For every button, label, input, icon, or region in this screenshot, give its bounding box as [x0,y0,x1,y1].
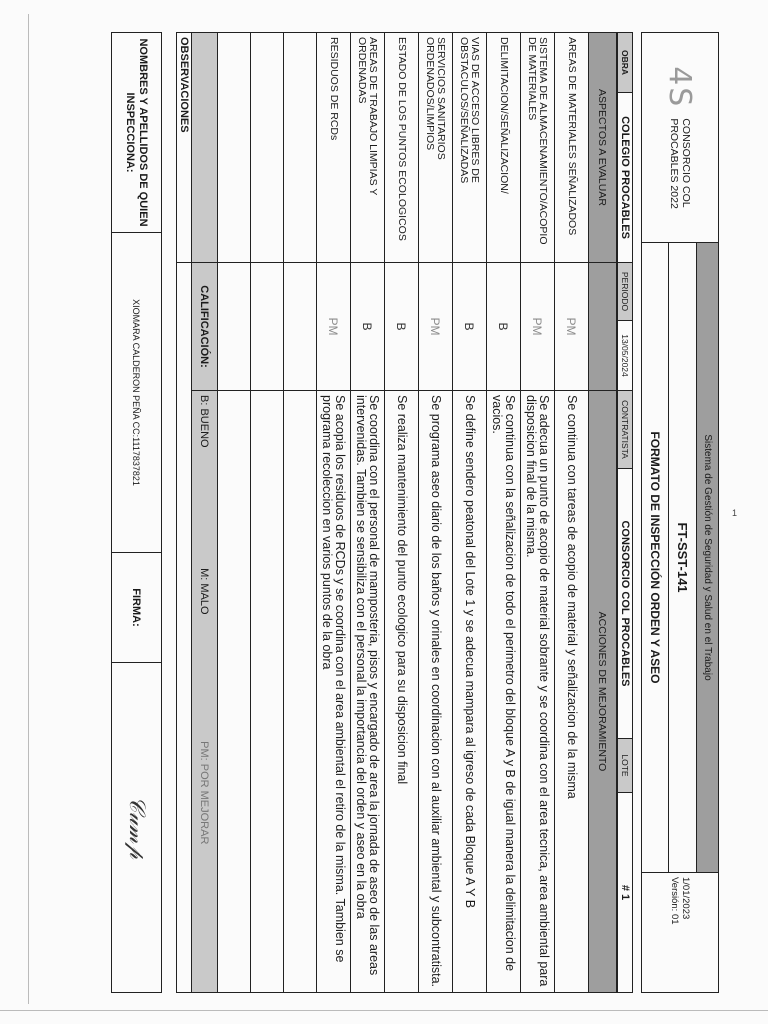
aspect-cell: VIAS DE ACCESO LIBRES DE OBSTACULOS/SEÑALIZADAS [453,33,487,263]
inspector-label: NOMBRES Y APELLIDOS DE QUIEN INSPECCIONA: [112,33,162,233]
action-cell: Se define sendero peatonal del Lote 1 y se adecua mampara al igreso de cada Bloque A Y B [453,391,487,993]
legend-bueno: B: BUENO [198,395,211,448]
legend-malo: M: MALO [198,568,211,615]
evaluation-row [351,33,385,993]
aspect-cell: AREAS DE MATERIALES SEÑALIZADOS [555,33,589,263]
company-name-line1: CONSORCIO COL [680,118,692,208]
evaluation-row [317,33,351,993]
scan-edge-line [0,1010,768,1011]
contratista-value: CONSORCIO COL PROCABLES [618,469,633,739]
form-title: FORMATO DE INSPECCIÓN ORDEN Y ASEO [642,243,669,873]
company-name-line2: PROCABLES 2022 [668,118,680,209]
grade-header [589,263,617,391]
evaluation-row [419,33,453,993]
calificacion-spacer [192,33,218,263]
contratista-label: CONTRATISTA [618,391,633,469]
firma-label: FIRMA: [112,553,162,663]
evaluation-row [521,33,555,993]
blank-row [251,33,284,993]
info-row [617,32,633,993]
aspect-cell: ESTADO DE LOS PUNTOS ECOLOGICOS [385,33,419,263]
obra-value: COLEGIO PROCABLES [618,93,633,263]
signature-block [111,32,162,993]
evaluation-row [385,33,419,993]
page-number: 1 [732,508,738,518]
form-code: FT-SST-141 [668,243,696,873]
company-logo: 4S [662,66,698,109]
lote-value: # 1 [618,793,633,993]
evaluation-table [176,32,617,993]
grade-cell: PM [521,263,555,391]
obra-label: OBRA [618,33,633,93]
action-cell: Se continua con la señalizacion de todo el perimetro del bloque A y B de igual manera la delimitacion de vacios. [487,391,521,993]
aspect-cell: AREAS DE TRABAJO LIMPIAS Y ORDENADAS [351,33,385,263]
evaluation-row [487,33,521,993]
inspection-form [29,32,719,992]
action-cell: Se programa aseo diario de los baños y orinales en coordinacion con al auxiliar ambiental y subcontratista. [419,391,453,993]
observaciones-field [177,263,192,993]
periodo-value: 13/05/2024 [618,321,633,391]
blank-row [218,33,251,993]
grade-cell: B [351,263,385,391]
aspect-cell: SERVICIOS SANITARIOS ORDENADOS/LIMPIOS [419,33,453,263]
legend-cell [192,391,218,993]
calificacion-label: CALIFICACIÓN: [192,263,218,391]
grade-cell: B [487,263,521,391]
inspector-name: XIOMARA CALDERON PEÑA CC:1117837821 [112,233,162,553]
company-logo-cell [642,33,719,243]
grade-cell: B [385,263,419,391]
grade-cell: PM [317,263,351,391]
evaluation-row [453,33,487,993]
legend-por-mejorar: PM: POR MEJORAR [198,741,211,845]
lote-label: LOTE [618,739,633,793]
actions-header: ACCIONES DE MEJORAMIENTO [589,391,617,993]
system-title: Sistema de Gestión de Seguridad y Salud en el Trabajo [697,243,719,873]
grade-cell: PM [555,263,589,391]
aspect-cell: DELIMITACION/SEÑALIZACION/ [487,33,521,263]
aspects-header: ASPECTOS A EVALUAR [589,33,617,263]
action-cell: Se realiza mantenimiento del punto ecologico para su disposicion final [385,391,419,993]
evaluation-row [555,33,589,993]
periodo-label: PERIODO [618,263,633,321]
action-cell: Se coordina con el personal de mamposteria, pisos y encargado de area la jornada de aseo de las areas intervenidas. Tambien se sensibiliza con el personal la importancia del orden y aseo en la obra [351,391,385,993]
form-version: Versión: 01 [669,877,680,925]
date-version-cell [642,873,719,993]
form-header [641,32,719,993]
action-cell: Se adecua un punto de acopio de material sobrante y se coordina con el area tecnica, area ambiental para disposicion final de la misma. [521,391,555,993]
scan-edge-line [28,14,29,1004]
aspect-cell: SISTEMA DE ALMACENAMIENTO/ACOPIO DE MATERIALES [521,33,555,263]
grade-cell: PM [419,263,453,391]
form-date: 1/01/2023 [680,877,691,920]
blank-row [284,33,317,993]
handwritten-signature: 𝒞𝓊𝓂𝓅 [124,796,149,859]
aspect-cell: RESIDUOS DE RCDs [317,33,351,263]
signature-field [112,663,162,993]
action-cell: Se acopia los residuos de RCDs y se coordina con el area ambiental el retiro de la misma. Tambien se programa recoleccion en varios puntos de la obra [317,391,351,993]
grade-cell: B [453,263,487,391]
observaciones-label: OBSERVACIONES [177,33,192,263]
action-cell: Se continua con tareas de acopio de material y señalizacion de la misma [555,391,589,993]
evaluation-rows [317,33,589,993]
